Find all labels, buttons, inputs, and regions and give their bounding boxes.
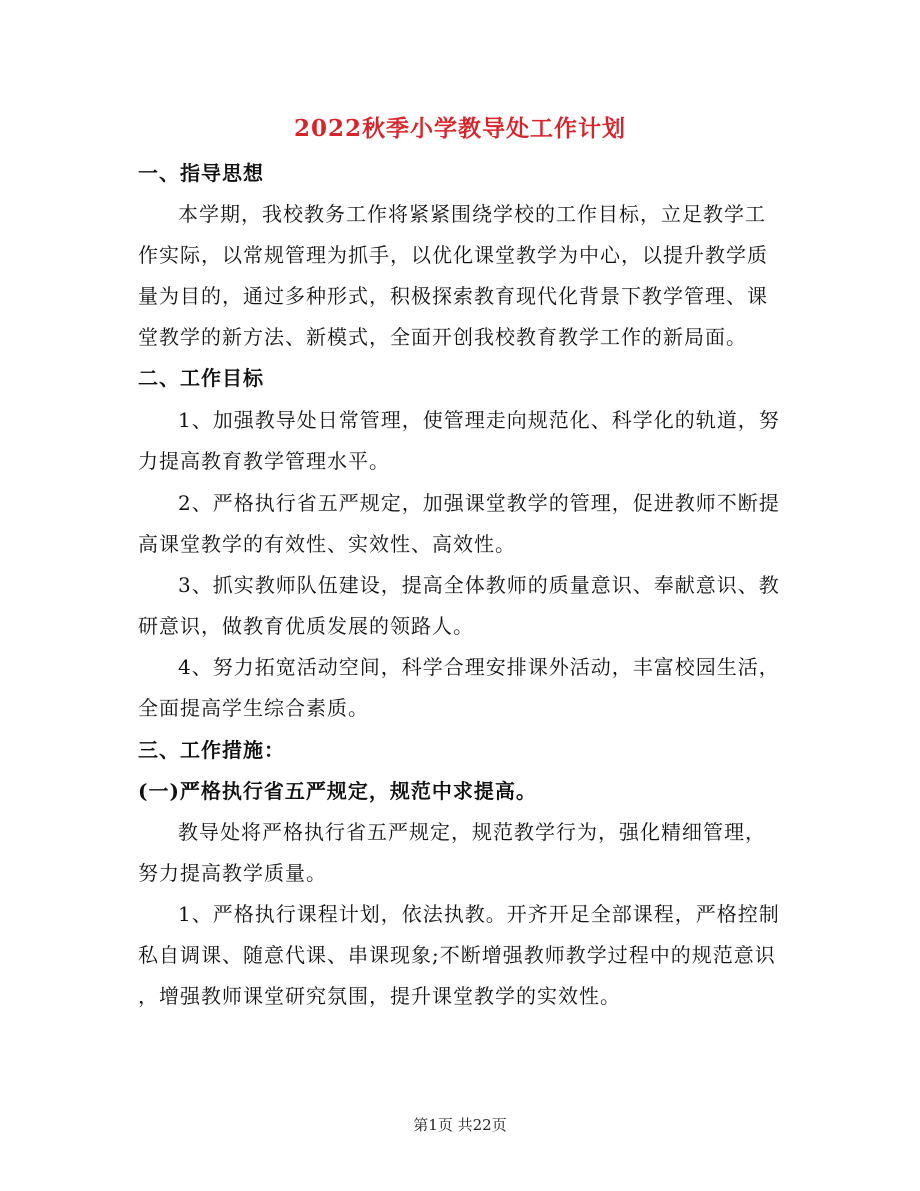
goal-item-line: 3、抓实教师队伍建设，提高全体教师的质量意识、奉献意识、教 (178, 573, 780, 597)
paragraph-line: 堂教学的新方法、新模式，全面开创我校教育教学工作的新局面。 (138, 325, 747, 349)
goal-item-line: 4、努力拓宽活动空间，科学合理安排课外活动，丰富校园生活， (178, 655, 780, 679)
measure-item-line: 1、严格执行课程计划，依法执教。开齐开足全部课程，严格控制 (178, 902, 780, 926)
goal-item-line: 2、严格执行省五严规定，加强课堂教学的管理，促进教师不断提 (178, 491, 780, 515)
goal-item-line: 全面提高学生综合素质。 (138, 696, 369, 720)
document-title: 2022秋季小学教导处工作计划 (293, 115, 626, 142)
goal-item-line: 高课堂教学的有效性、实效性、高效性。 (138, 532, 516, 556)
measure-item-line: ，增强教师课堂研究氛围，提升课堂教学的实效性。 (138, 984, 621, 1008)
paragraph-line: 教导处将严格执行省五严规定，规范教学行为，强化精细管理， (178, 820, 766, 844)
paragraph-line: 作实际，以常规管理为抓手，以优化课堂教学为中心，以提升教学质 (138, 243, 768, 267)
subsection-heading: (一)严格执行省五严规定，规范中求提高。 (138, 779, 537, 803)
goal-item-line: 研意识，做教育优质发展的领路人。 (138, 614, 474, 638)
measure-item-line: 私自调课、随意代课、串课现象;不断增强教师教学过程中的规范意识 (138, 943, 776, 967)
paragraph-line: 努力提高教学质量。 (138, 861, 327, 885)
section-heading-guiding-ideology: 一、指导思想 (138, 161, 264, 185)
paragraph-line: 本学期，我校教务工作将紧紧围绕学校的工作目标，立足教学工 (178, 202, 766, 226)
goal-item-line: 力提高教育教学管理水平。 (138, 449, 390, 473)
page-number-footer: 第1页 共22页 (413, 1116, 507, 1134)
paragraph-line: 量为目的，通过多种形式，积极探索教育现代化背景下教学管理、课 (138, 284, 768, 308)
section-heading-work-measures: 三、工作措施： (138, 738, 285, 762)
section-heading-work-goals: 二、工作目标 (138, 366, 264, 390)
goal-item-line: 1、加强教导处日常管理，使管理走向规范化、科学化的轨道，努 (178, 408, 780, 432)
